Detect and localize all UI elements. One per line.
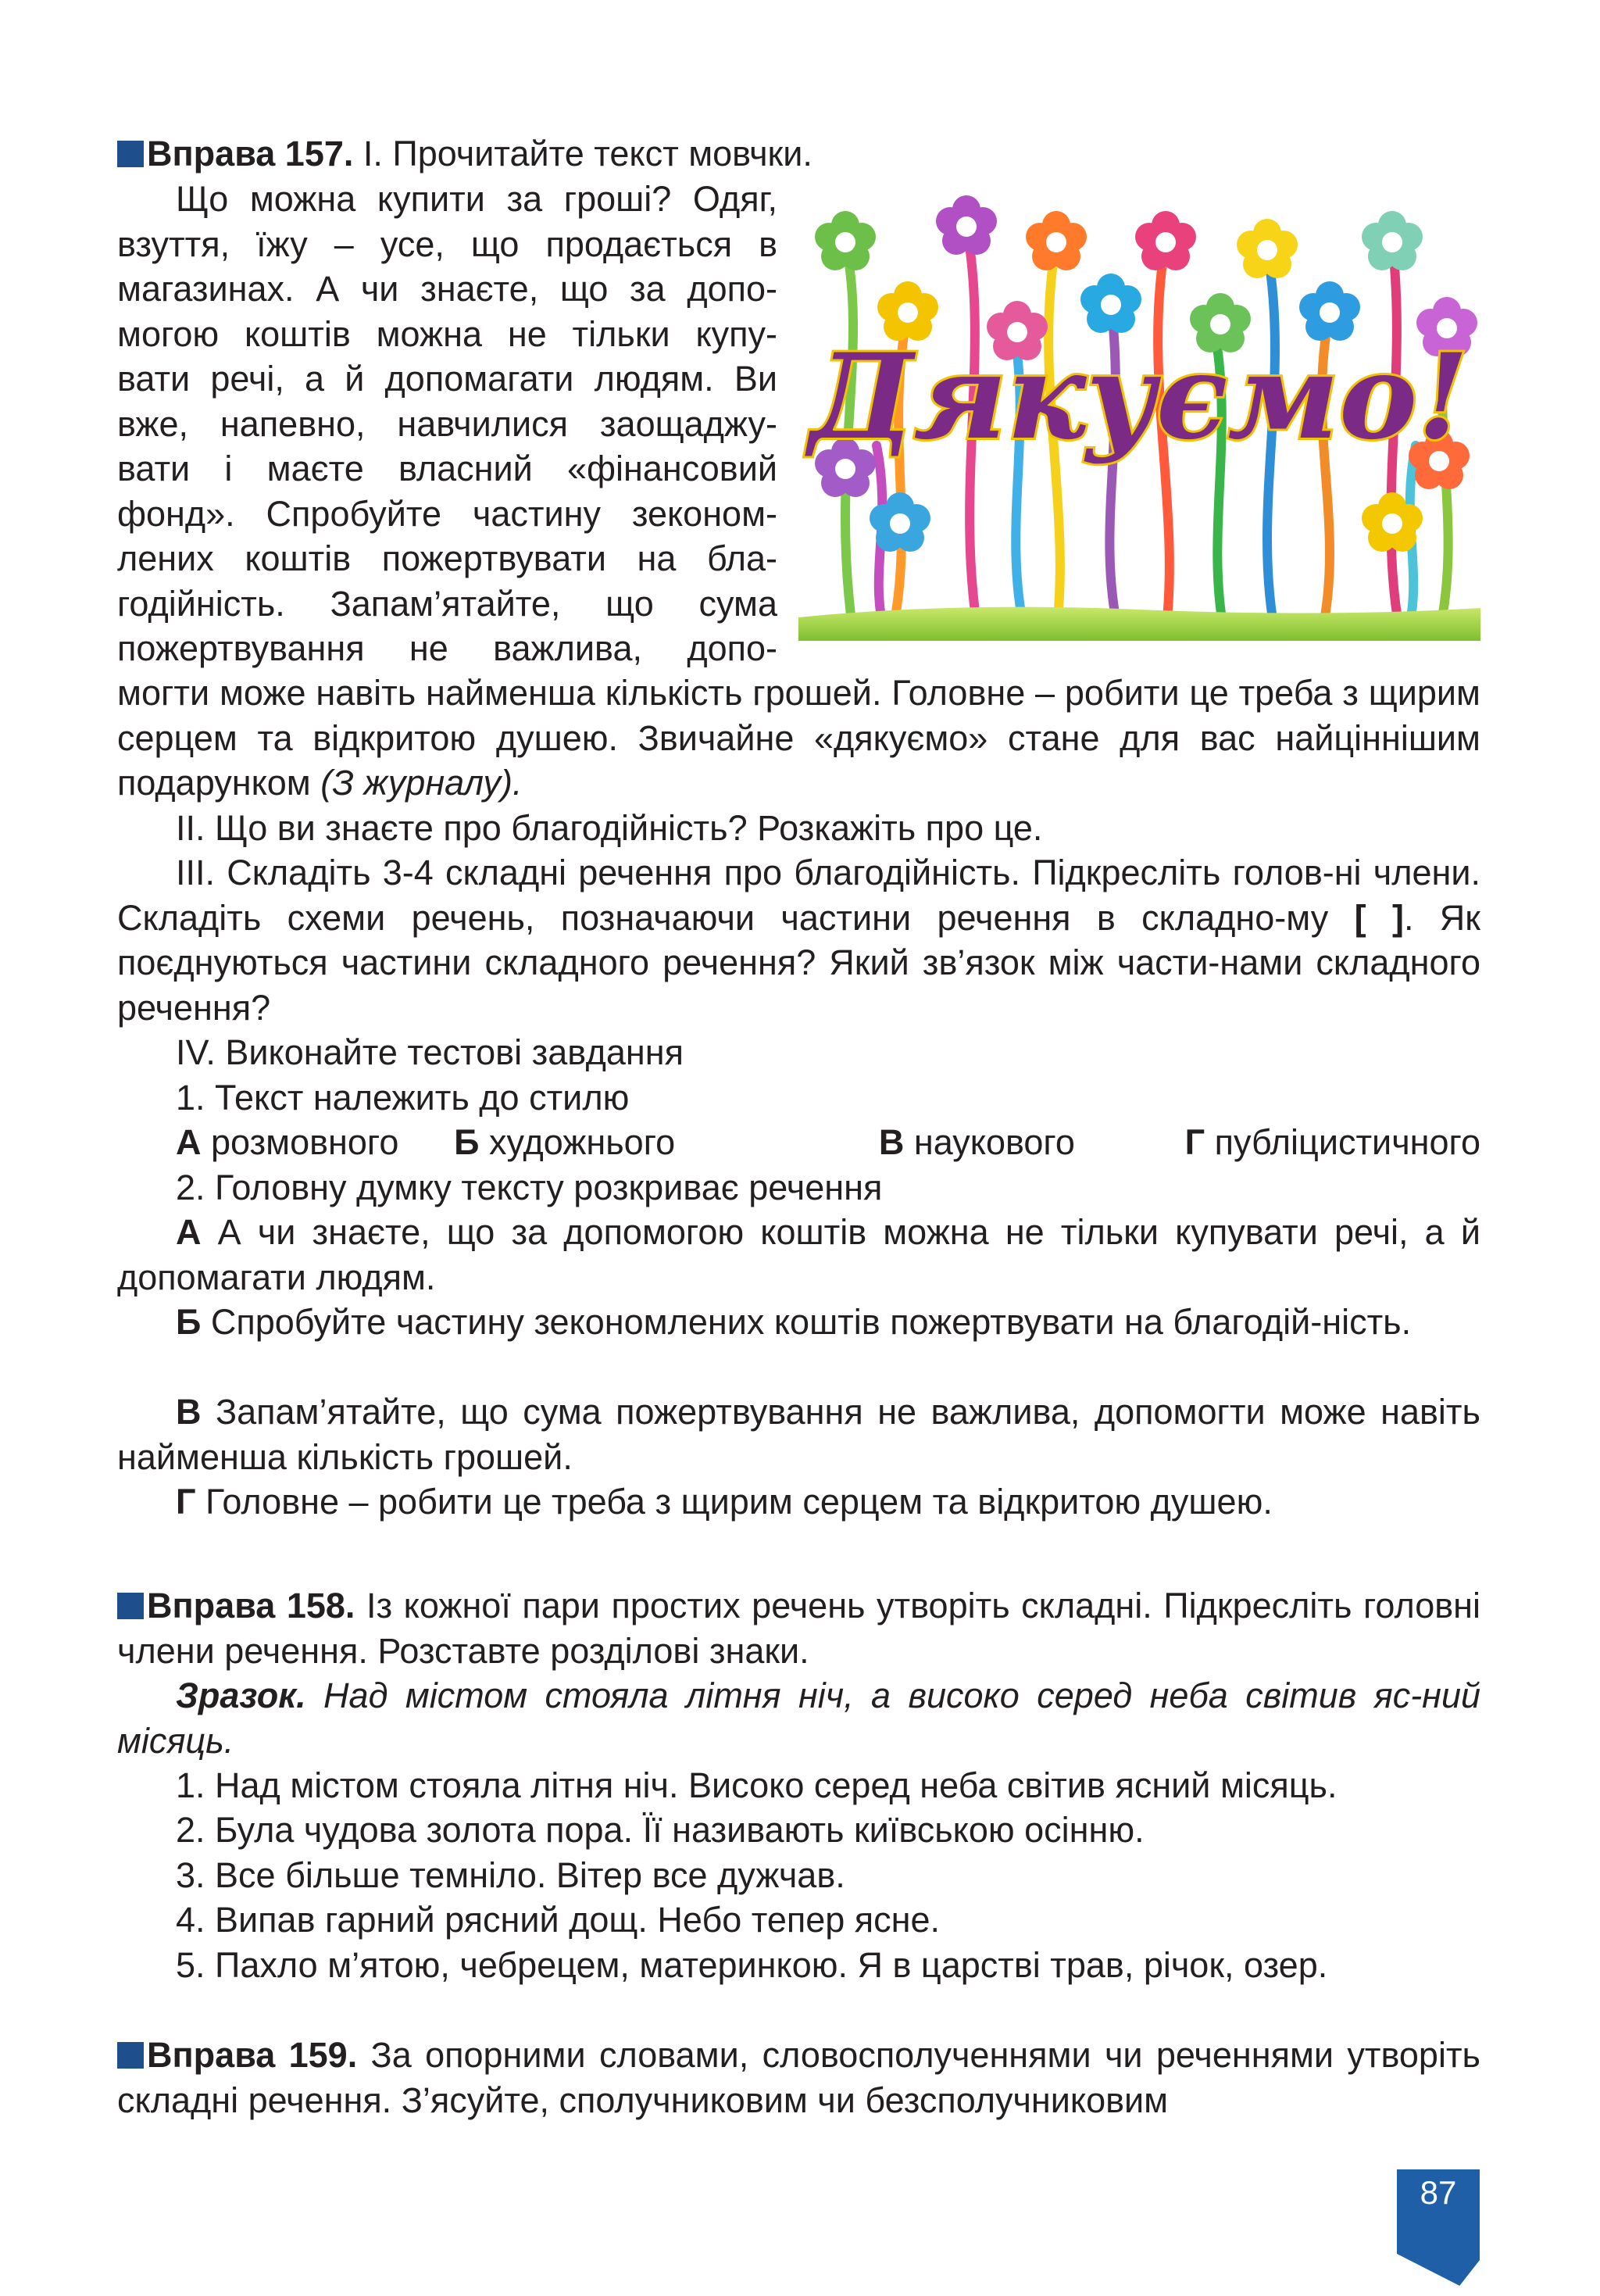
wrap-line: взуття, їжу – усе, що продається в xyxy=(117,224,777,264)
ex159-heading xyxy=(117,2033,1480,2123)
q3-text-b: . Як поєднуються частини складного речення? Який зв’язок між части-нами складного речення? xyxy=(117,897,1480,1028)
ex157-q3 xyxy=(117,850,1480,1030)
ex157-text-continuation xyxy=(117,671,1480,806)
sample-label: Зразок. xyxy=(176,1676,306,1715)
test1-option: Г публіцистичного xyxy=(1184,1122,1480,1162)
ex157-full-text: могти може навіть найменша кількість грошей. Головне – робити це треба з щирим серцем та відкритою душею. Звичайне «дякуємо» стане для вас найціннішим подарунком xyxy=(117,673,1480,803)
exercise-marker-icon xyxy=(117,1593,144,1619)
test2-option: Б Спробуйте частину зекономлених коштів пожертвувати на благодій-ність. xyxy=(176,1302,1412,1342)
ex158-task: Із кожної пари простих речень утворіть складні. Підкресліть головні члени речення. Розставте розділові знаки. xyxy=(117,1586,1480,1671)
test1-option: А розмовного xyxy=(176,1122,399,1162)
ex157-label: Вправа 157. xyxy=(147,134,354,173)
ex158-heading xyxy=(117,1583,1480,1673)
ex159-task: За опорними словами, словосполученнями чи реченнями утворіть складні речення. З’ясуйте, сполучниковим чи безсполучниковим xyxy=(117,2035,1480,2120)
wrap-line: вже, напевно, навчилися заощаджу- xyxy=(117,403,777,444)
ex157-wrap-text xyxy=(117,177,777,671)
ex158-item: 1. Над містом стояла літня ніч. Високо серед неба світив ясний місяць. xyxy=(176,1765,1338,1805)
exercise-marker-icon xyxy=(117,141,144,167)
ex158-sample xyxy=(117,1673,1480,1763)
ex157-q2: II. Що ви знаєте про благодійність? Розкажіть про це. xyxy=(176,808,1043,848)
thank-you-flowers-illustration xyxy=(798,195,1480,641)
ex158-item: 5. Пахло м’ятою, чебрецем, материнкою. Я в царстві трав, річок, озер. xyxy=(176,1945,1328,1985)
ex157-q4: IV. Виконайте тестові завдання xyxy=(176,1032,684,1072)
wrap-line: фонд». Спробуйте частину зеконом- xyxy=(117,493,777,534)
ex157-heading xyxy=(117,131,1480,177)
wrap-line: вати і маєте власний «фінансовий xyxy=(117,449,777,488)
q3-brackets: [ ] xyxy=(1354,897,1404,938)
test1-question: 1. Текст належить до стилю xyxy=(176,1078,630,1118)
wrap-line: вати речі, а й допомагати людям. Ви xyxy=(117,359,777,399)
ex158-item: 4. Випав гарний рясний дощ. Небо тепер ясне. xyxy=(176,1900,941,1940)
wrap-line: лених коштів пожертвувати на бла- xyxy=(117,538,777,578)
q3-number: III xyxy=(176,853,205,892)
ex158-label: Вправа 158. xyxy=(147,1586,355,1625)
exercise-marker-icon xyxy=(117,2042,144,2069)
wrap-line: могою коштів можна не тільки купу- xyxy=(117,313,777,354)
test2-option: Г Головне – робити це треба з щирим серцем та відкритою душею. xyxy=(176,1482,1273,1522)
illustration-title: Дякуємо! xyxy=(809,328,1469,466)
ex157-task: I. Прочитайте текст мовчки. xyxy=(353,134,812,173)
test2-option: А А чи знаєте, що за допомогою коштів можна не тільки купувати речі, а й допомагати людям. xyxy=(117,1212,1480,1297)
ex158-item: 2. Була чудова золота пора. Її називають київською осінню. xyxy=(176,1810,1145,1850)
wrap-line: пожертвування не важлива, допо- xyxy=(117,628,777,668)
wrap-line: годійність. Запам’ятайте, що сума xyxy=(117,583,777,624)
ex158-item: 3. Все більше темніло. Вітер все дужчав. xyxy=(176,1855,845,1895)
test2-question: 2. Головну думку тексту розкриває речення xyxy=(176,1168,883,1207)
sample-text: Над містом стояла літня ніч, а високо серед неба світив яс-ний місяць. xyxy=(117,1676,1480,1761)
page-number: 87 xyxy=(1420,2174,1457,2211)
wrap-line: Що можна купити за гроші? Одяг, xyxy=(176,179,777,219)
test1-options xyxy=(176,1120,1480,1165)
test1-option: Б художнього xyxy=(454,1122,676,1162)
test2-option: В Запам’ятайте, що сума пожертвування не важлива, допомогти може навіть найменша кількість грошей. xyxy=(117,1392,1480,1477)
test1-option: В наукового xyxy=(878,1122,1075,1162)
q3-text-a: . Складіть 3-4 складні речення про благодійність. Підкресліть голов-ні члени. Складіть схеми речень, позначаючи частини речення в складно-му xyxy=(117,853,1480,938)
ex157-source: (З журналу). xyxy=(320,763,523,803)
wrap-line: магазинах. А чи знаєте, що за допо- xyxy=(117,269,777,309)
ex159-label: Вправа 159. xyxy=(147,2035,358,2075)
